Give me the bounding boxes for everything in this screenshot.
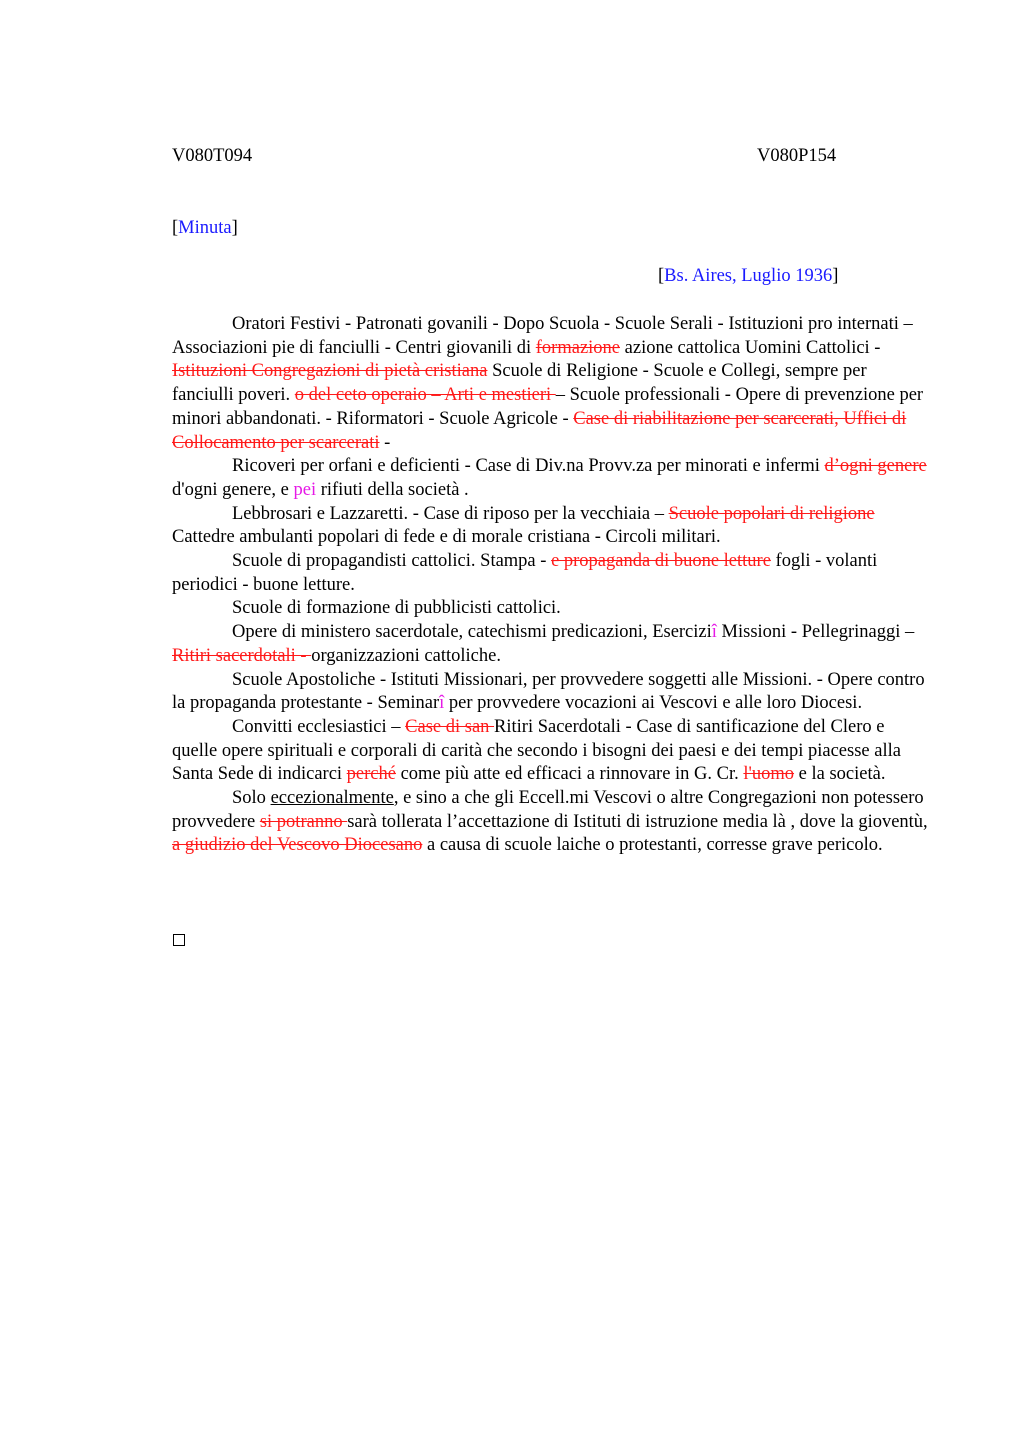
insertion: pei (293, 479, 317, 500)
paragraph-9: Solo eccezionalmente, e sino a che gli Eccell.mi Vescovi o altre Congregazioni non potessero provvedere si potranno sarà tollerata l’accettazione di Istituti di istruzione media là , dove la gioventù, a giudizio del Vescovo Diocesano a causa di scuole laiche o protestanti, corresse grave pericolo. (172, 788, 928, 856)
paragraph-1: Oratori Festivi - Patronati govanili - Dopo Scuola - Scuole Serali - Istituzioni pro internati – Associazioni pie di fanciulli - Centri giovanili di formazione azione cattolica Uomini Cattolici - Istituzioni Congregazioni di pietà cristiana Scuole di Religione - Scuole e Collegi, sempre per fanciulli poveri. o del ceto operaio – Arti e mestieri – Scuole professionali - Opere di prevenzione per minori abbandonati. - Riformatori - Scuole Agricole - Case di riabilitazione per scarcerati, Uffici di Collocamento per scarcerati - (172, 314, 924, 453)
deletion: si potranno (259, 811, 348, 832)
deletion: perché (346, 764, 396, 785)
deletion: Ritiri sacerdotali - (172, 645, 312, 666)
deletion: Case di san (405, 716, 495, 737)
end-marker-box-icon (173, 934, 185, 946)
deletion: Case di riabilitazione per scarcerati, Uffici di Collocamento per scarcerati (172, 408, 907, 453)
deletion: formazione (535, 337, 621, 358)
minuta-text: Minuta (178, 218, 232, 238)
document-body (172, 313, 932, 858)
deletion: o del ceto operaio – Arti e mestieri (294, 385, 556, 406)
paragraph-5: Scuole di formazione di pubblicisti cattolici. (232, 598, 561, 619)
underlined-word: eccezionalmente (270, 788, 394, 809)
paragraph-2: Ricoveri per orfani e deficienti - Case di Div.na Provv.za per minorati e infermi d’ogni genere d'ogni genere, e pei rifiuti della società . (172, 456, 927, 500)
place-date-text: Bs. Aires, Luglio 1936 (664, 266, 833, 286)
deletion: a giudizio del Vescovo Diocesano (172, 835, 423, 856)
paragraph-8: Convitti ecclesiastici – Case di san Ritiri Sacerdotali - Case di santificazione del Clero e quelle opere spirituali e corporali di carità che secondo i bisogni dei paesi e dei tempi piacesse alla Santa Sede di indicarci perché come più atte ed efficaci a rinnovare in G. Cr. l'uomo e la società. (172, 716, 901, 785)
deletion: e propaganda di buone letture (551, 551, 771, 572)
insertion: î (439, 693, 445, 714)
deletion: l'uomo (743, 764, 795, 785)
paragraph-7: Scuole Apostoliche - Istituti Missionari, per provvedere soggetti alle Missioni. - Opere contro la propaganda protestante - Seminarî per provvedere vocazioni ai Vescovi e alle loro Diocesi. (172, 669, 925, 714)
deletion: Scuole popolari di religione (668, 503, 875, 524)
deletion: d’ogni genere (824, 456, 927, 477)
document-code-left: V080T094 (172, 146, 253, 166)
insertion: î (711, 622, 717, 643)
document-code-right: V080P154 (757, 146, 837, 166)
deletion: Istituzioni Congregazioni di pietà cristiana (172, 361, 488, 382)
paragraph-4: Scuole di propagandisti cattolici. Stampa - e propaganda di buone letture fogli - volanti periodici - buone letture. (172, 551, 878, 595)
paragraph-6: Opere di ministero sacerdotale, catechismi predicazioni, Eserciziî Missioni - Pellegrinaggi – Ritiri sacerdotali - organizzazioni cattoliche. (172, 622, 915, 666)
paragraph-3: Lebbrosari e Lazzaretti. - Case di riposo per la vecchiaia – Scuole popolari di religione Cattedre ambulanti popolari di fede e di morale cristiana - Circoli militari. (172, 503, 875, 548)
place-date: [Bs. Aires, Luglio 1936] (658, 266, 839, 286)
minuta-label: [Minuta] (172, 218, 238, 238)
